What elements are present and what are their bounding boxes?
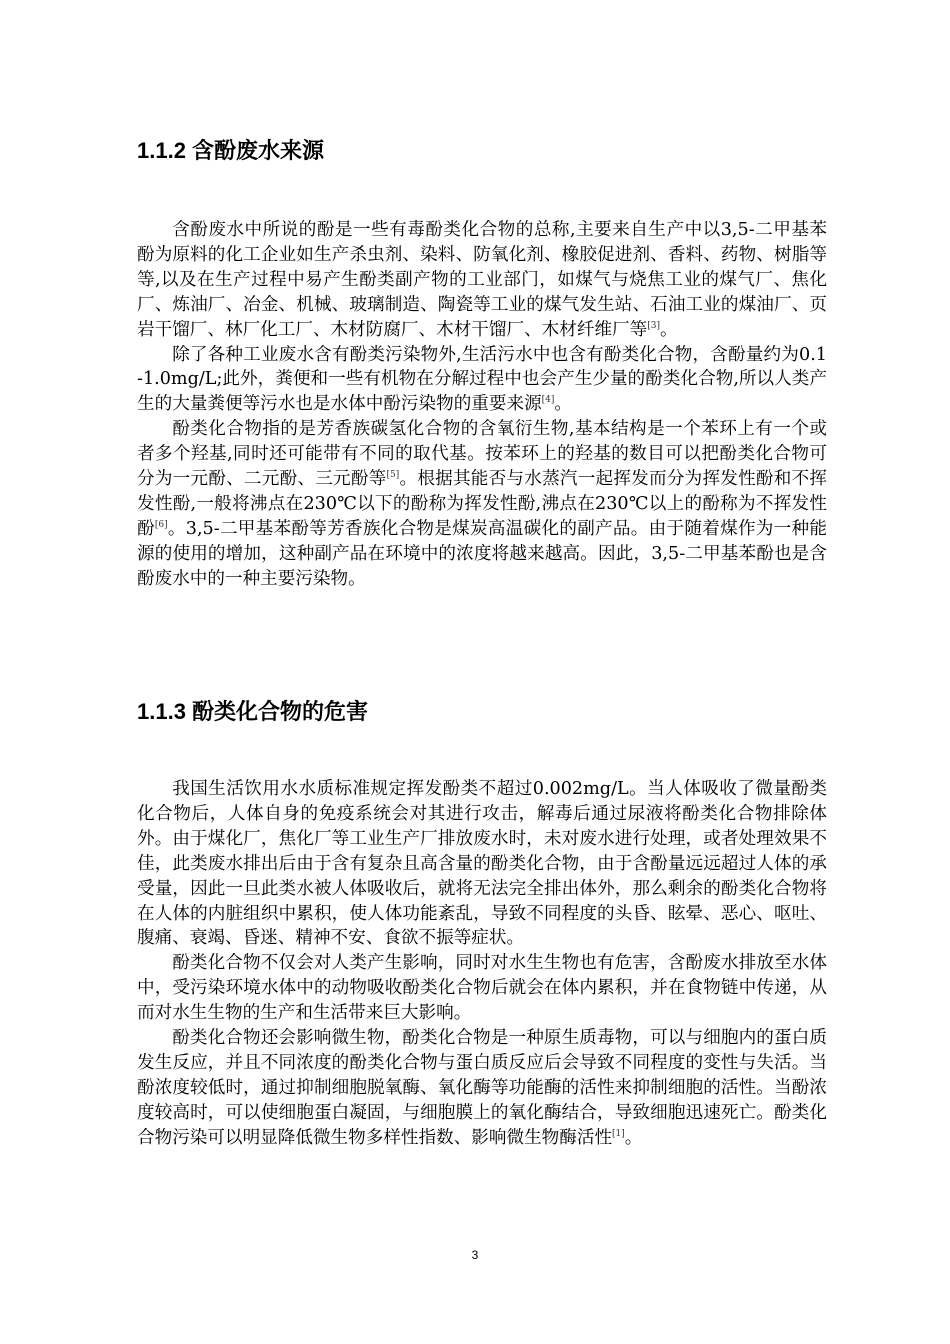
section-body-1-1-2 <box>137 218 827 592</box>
citation: [1] <box>612 1128 625 1139</box>
citation: [3] <box>647 320 660 331</box>
section-heading-1-1-3: 1.1.3 酚类化合物的危害 <box>137 699 369 724</box>
paragraph: 我国生活饮用水水质标准规定挥发酚类不超过0.002mg/L。当人体吸收了微量酚类化合物后，人体自身的免疫系统会对其进行攻击，解毒后通过尿液将酚类化合物排除体外。由于煤化厂，焦化厂等工业生产厂排放废水时，未对废水进行处理，或者处理效果不佳，此类废水排出后由于含有复杂且高含量的酚类化合物，由于含酚量远远超过人体的承受量，因此一旦此类水被人体吸收后，就将无法完全排出体外，那么剩余的酚类化合物将在人体的内脏组织中累积，使人体功能紊乱，导致不同程度的头昏、眩晕、恶心、呕吐、腹痛、衰竭、昏迷、精神不安、食欲不振等症状。 <box>137 779 827 949</box>
section-body-1-1-3 <box>137 777 827 1151</box>
section-heading-1-1-2: 1.1.2 含酚废水来源 <box>137 138 325 163</box>
citation: [6] <box>154 519 168 530</box>
paragraph: 含酚废水中所说的酚是一些有毒酚类化合物的总称,主要来自生产中以3,5-二甲基苯酚为原料的化工企业如生产杀虫剂、染料、防氧化剂、橡胶促进剂、香料、药物、树脂等等,以及在生产过程中易产生酚类副产物的工业部门，如煤气与烧焦工业的煤气厂、焦化厂、炼油厂、冶金、机械、玻璃制造、陶瓷等工业的煤气发生站、石油工业的煤油厂、页岩干馏厂、林厂化工厂、木材防腐厂、木材干馏厂、木材纤维厂等[3]。 <box>137 220 827 340</box>
paragraph: 酚类化合物不仅会对人类产生影响，同时对水生生物也有危害，含酚废水排放至水体中，受污染环境水体中的动物吸收酚类化合物后就会在体内累积，并在食物链中传递，从而对水生生物的生产和生活带来巨大影响。 <box>137 953 827 1024</box>
citation: [4] <box>541 395 555 406</box>
citation: [5] <box>386 470 400 481</box>
paragraph: 酚类化合物还会影响微生物，酚类化合物是一种原生质毒物，可以与细胞内的蛋白质发生反应，并且不同浓度的酚类化合物与蛋白质反应后会导致不同程度的变性与失活。当酚浓度较低时，通过抑制细胞脱氧酶、氧化酶等功能酶的活性来抑制细胞的活性。当酚浓度较高时，可以使细胞蛋白凝固，与细胞膜上的氧化酶结合，导致细胞迅速死亡。酚类化合物污染可以明显降低微生物多样性指数、影响微生物酶活性[1]。 <box>137 1028 827 1148</box>
page-number: 3 <box>471 1248 479 1262</box>
paragraph: 除了各种工业废水含有酚类污染物外,生活污水中也含有酚类化合物，含酚量约为0.1-1.0mg/L;此外，粪便和一些有机物在分解过程中也会产生少量的酚类化合物,所以人类产生的大量粪便等污水也是水体中酚污染物的重要来源[4]。 <box>137 344 827 415</box>
paragraph: 酚类化合物指的是芳香族碳氢化合物的含氧衍生物,基本结构是一个苯环上有一个或者多个羟基,同时还可能带有不同的取代基。按苯环上的羟基的数目可以把酚类化合物可分为一元酚、二元酚、三元酚等[5]。根据其能否与水蒸汽一起挥发而分为挥发性酚和不挥发性酚,一般将沸点在230℃以下的酚称为挥发性酚,沸点在230℃以上的酚称为不挥发性酚[6]。3,5-二甲基苯酚等芳香族化合物是煤炭高温碳化的副产品。由于随着煤作为一种能源的使用的增加，这种副产品在环境中的浓度将越来越高。因此，3,5-二甲基苯酚也是含酚废水中的一种主要污染物。 <box>137 419 827 589</box>
